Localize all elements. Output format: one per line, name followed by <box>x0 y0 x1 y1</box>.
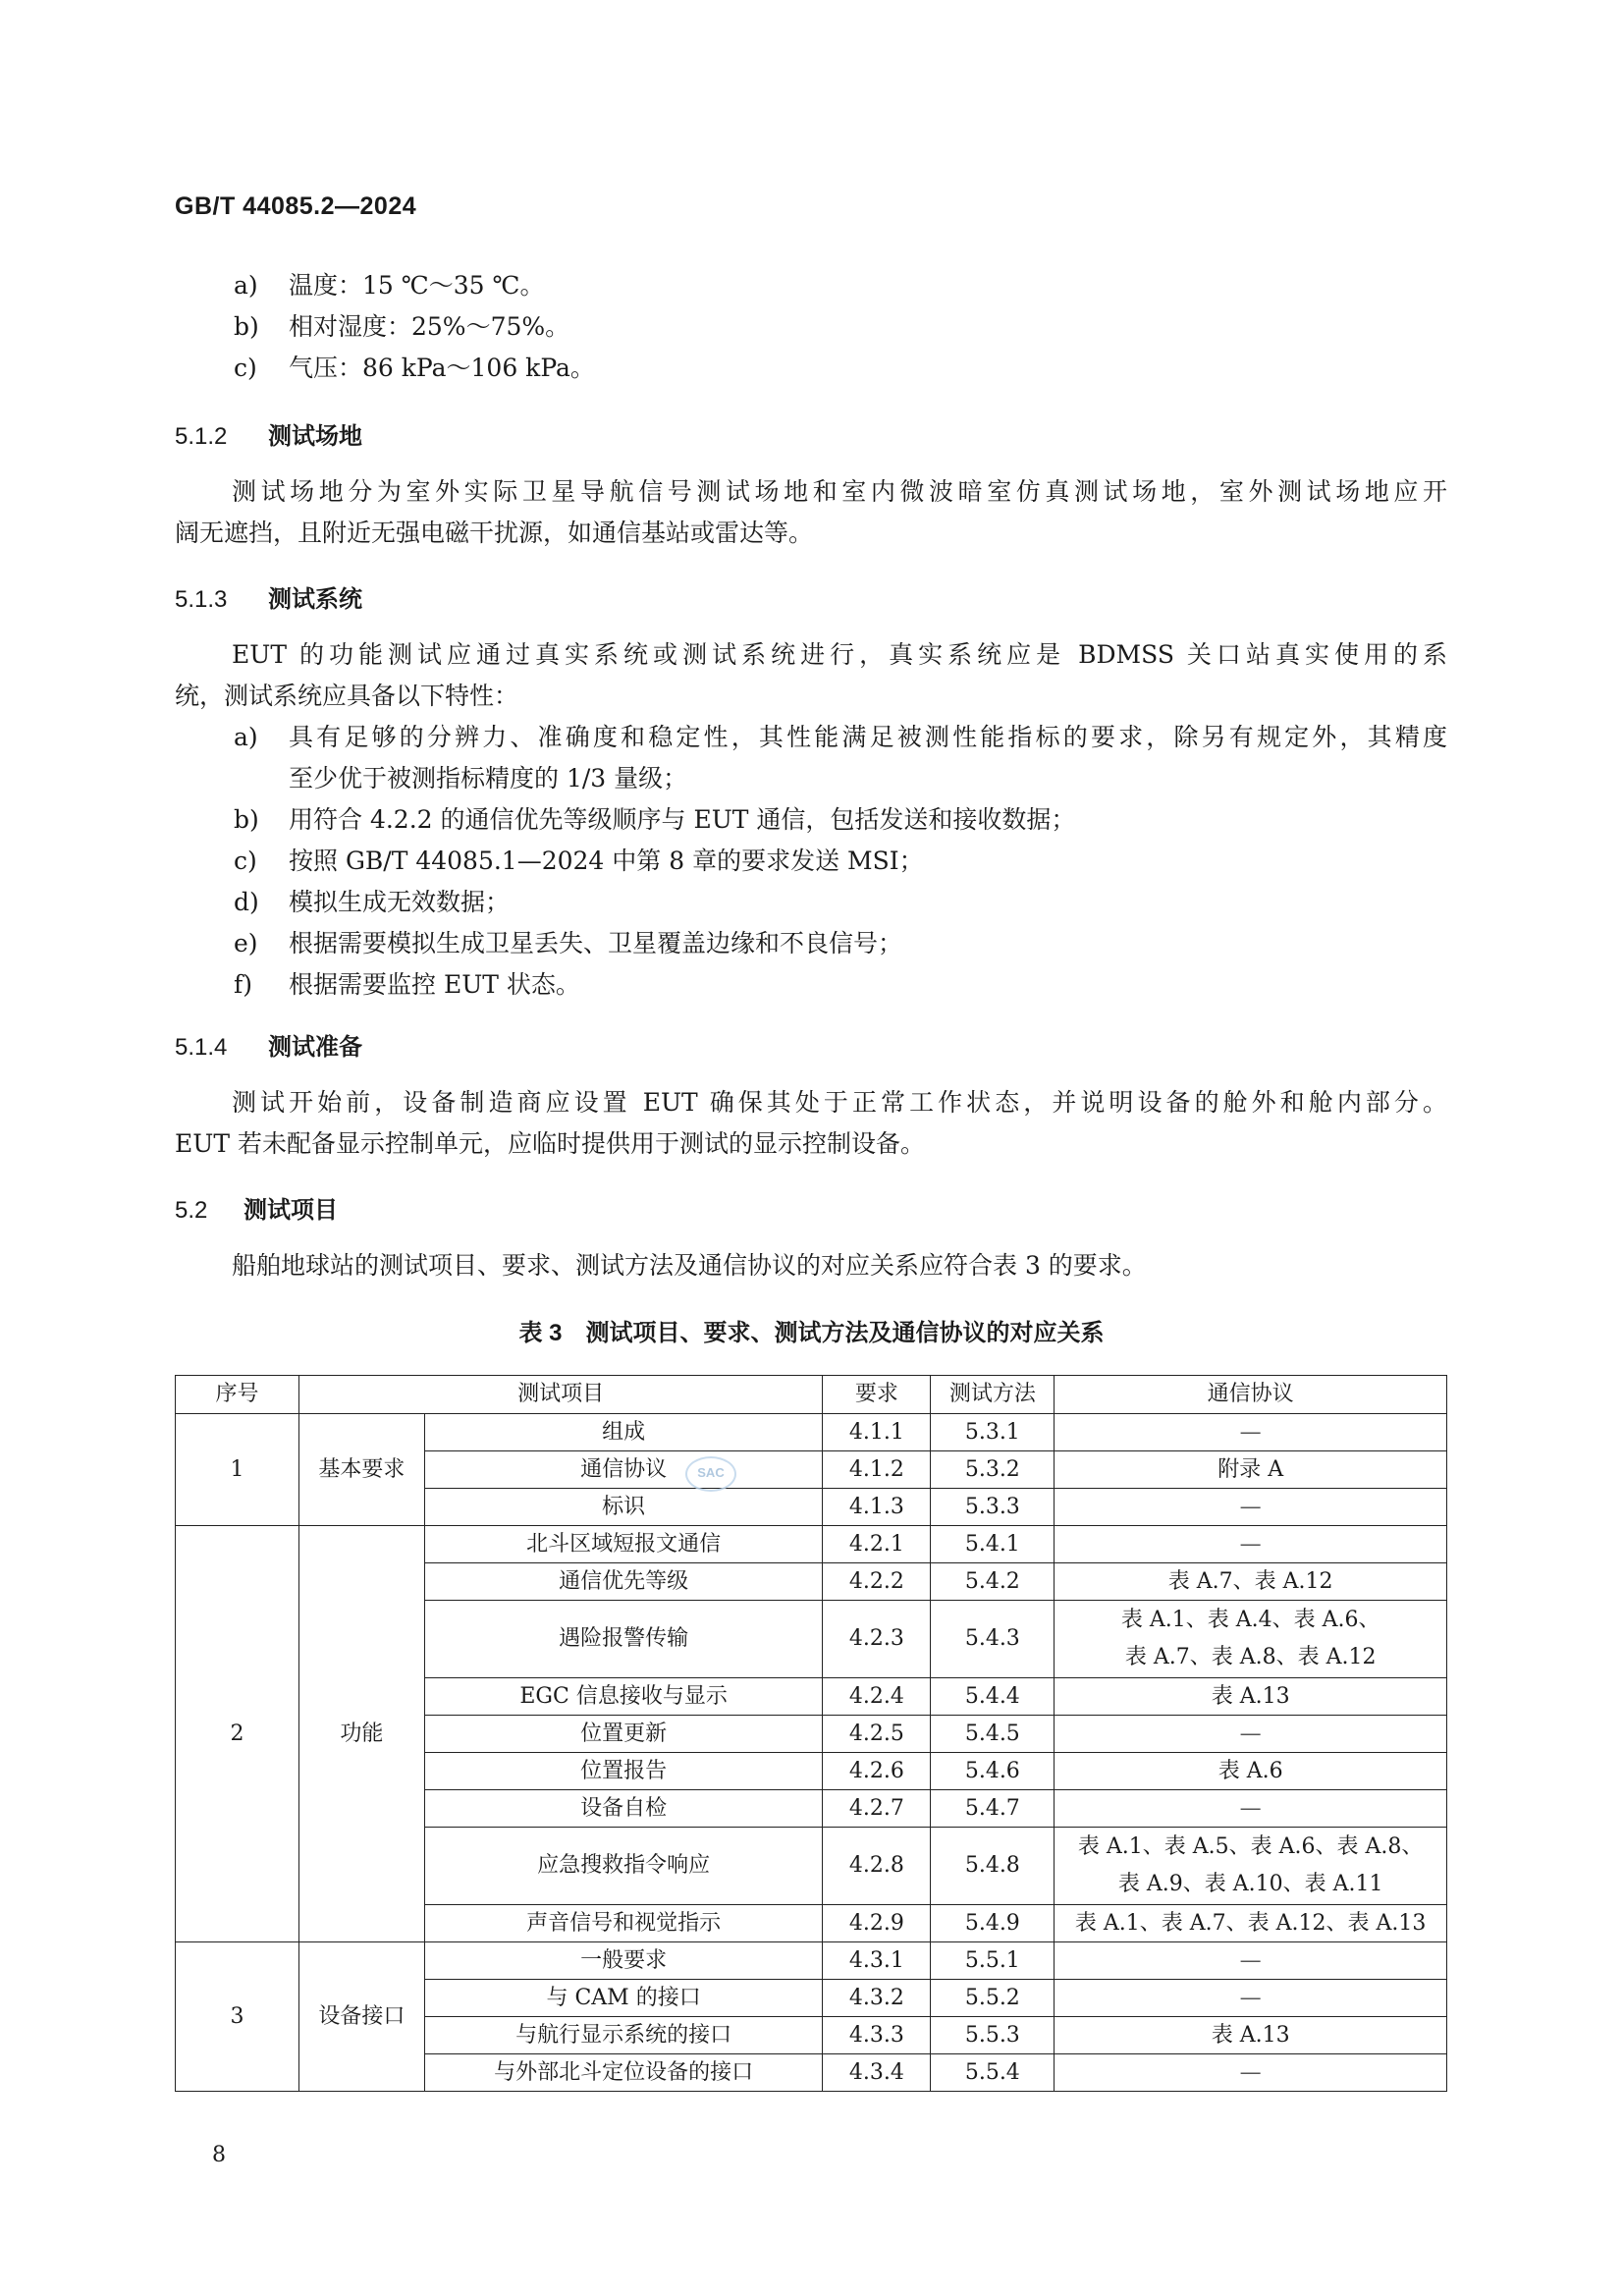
list-line: 具有足够的分辨力、准确度和稳定性，其性能满足被测性能指标的要求，除另有规定外，其精度 <box>289 723 1447 751</box>
cell-protocol: 表 A.13 <box>1055 1678 1447 1716</box>
paragraph-line: 测试场地分为室外实际卫星导航信号测试场地和室内微波暗室仿真测试场地，室外测试场地应开 <box>232 477 1447 506</box>
section-heading-5-1-2 <box>175 416 362 451</box>
section-number: 5.1.4 <box>175 1034 228 1061</box>
cell-item: 与 CAM 的接口 <box>424 1980 823 2017</box>
cell-protocol: — <box>1055 2054 1447 2092</box>
row-number: 1 <box>176 1414 299 1526</box>
doc-header: GB/T 44085.2—2024 <box>175 192 417 220</box>
header-item: 测试项目 <box>298 1376 823 1414</box>
header-requirement: 要求 <box>823 1376 931 1414</box>
list-marker: b) <box>234 805 259 834</box>
protocol-line: 表 A.7、表 A.8、表 A.12 <box>1124 1645 1377 1669</box>
list-line: 至少优于被测指标精度的 1/3 量级； <box>289 764 688 793</box>
cell-method: 5.5.2 <box>931 1980 1055 2017</box>
table-row <box>176 1942 1447 1980</box>
list-marker: c) <box>234 354 257 382</box>
section-heading-5-1-4 <box>175 1027 362 1062</box>
cell-requirement: 4.2.5 <box>823 1716 931 1753</box>
list-line: 模拟生成无效数据； <box>289 888 511 916</box>
list-marker: d) <box>234 888 259 916</box>
cell-method: 5.4.9 <box>931 1905 1055 1942</box>
cell-protocol <box>1055 1601 1447 1678</box>
table-title: 表 3 测试项目、要求、测试方法及通信协议的对应关系 <box>518 1320 1105 1346</box>
cell-method: 5.4.3 <box>931 1601 1055 1678</box>
table-row <box>176 1414 1447 1451</box>
list-line: 根据需要监控 EUT 状态。 <box>289 970 580 999</box>
list-item-e <box>234 923 1447 964</box>
cell-requirement: 4.2.6 <box>823 1753 931 1790</box>
section-title: 测试系统 <box>268 586 362 613</box>
cell-item: 声音信号和视觉指示 <box>424 1905 823 1942</box>
table-row <box>176 1526 1447 1563</box>
list-marker: f) <box>234 970 253 999</box>
list-line: 根据需要模拟生成卫星丢失、卫星覆盖边缘和不良信号； <box>289 929 903 957</box>
list-text: 温度：15 ℃～35 ℃。 <box>289 271 545 300</box>
section-heading-5-2 <box>175 1190 338 1225</box>
cell-protocol: — <box>1055 1716 1447 1753</box>
list-marker: c) <box>234 847 257 875</box>
cell-protocol: 表 A.1、表 A.7、表 A.12、表 A.13 <box>1055 1905 1447 1942</box>
page-number: 8 <box>212 2143 226 2167</box>
cell-item: 通信协议 <box>424 1451 823 1489</box>
header-no: 序号 <box>176 1376 299 1414</box>
cell-requirement: 4.2.1 <box>823 1526 931 1563</box>
cell-requirement: 4.3.2 <box>823 1980 931 2017</box>
cell-requirement: 4.1.2 <box>823 1451 931 1489</box>
list-marker: a) <box>234 723 258 751</box>
list-marker: a) <box>234 271 258 300</box>
cell-requirement: 4.3.1 <box>823 1942 931 1980</box>
protocol-line: 表 A.1、表 A.5、表 A.6、表 A.8、 <box>1077 1834 1424 1859</box>
cell-method: 5.4.8 <box>931 1828 1055 1905</box>
cell-item: 标识 <box>424 1489 823 1526</box>
cell-protocol: — <box>1055 1414 1447 1451</box>
cell-protocol: — <box>1055 1980 1447 2017</box>
cell-protocol: — <box>1055 1790 1447 1828</box>
list-item-f <box>234 964 1447 1006</box>
paragraph-5-1-2 <box>175 471 1447 554</box>
cell-protocol: 附录 A <box>1055 1451 1447 1489</box>
section-heading-5-1-3 <box>175 579 362 614</box>
paragraph-line: EUT 的功能测试应通过真实系统或测试系统进行，真实系统应是 BDMSS 关口站真实使用的系 <box>232 640 1447 669</box>
cell-method: 5.4.6 <box>931 1753 1055 1790</box>
cell-item: 通信优先等级 <box>424 1563 823 1601</box>
section-title: 测试准备 <box>268 1034 362 1061</box>
row-category: 功能 <box>298 1526 424 1942</box>
cell-requirement: 4.3.3 <box>823 2017 931 2054</box>
cell-requirement: 4.2.7 <box>823 1790 931 1828</box>
row-category: 设备接口 <box>298 1942 424 2092</box>
cell-method: 5.5.1 <box>931 1942 1055 1980</box>
section-title: 测试项目 <box>243 1197 338 1224</box>
row-number: 3 <box>176 1942 299 2092</box>
cell-item: 位置更新 <box>424 1716 823 1753</box>
cell-method: 5.5.4 <box>931 2054 1055 2092</box>
correspondence-table <box>175 1375 1447 2092</box>
cell-method: 5.3.1 <box>931 1414 1055 1451</box>
cell-method: 5.4.7 <box>931 1790 1055 1828</box>
cell-method: 5.4.4 <box>931 1678 1055 1716</box>
cell-requirement: 4.2.3 <box>823 1601 931 1678</box>
test-system-list <box>234 717 1447 1006</box>
paragraph-line: 统，测试系统应具备以下特性： <box>175 682 519 710</box>
cell-item: 与航行显示系统的接口 <box>424 2017 823 2054</box>
cell-item: 设备自检 <box>424 1790 823 1828</box>
cell-protocol: — <box>1055 1942 1447 1980</box>
section-number: 5.1.3 <box>175 586 228 613</box>
cell-method: 5.5.3 <box>931 2017 1055 2054</box>
list-marker: e) <box>234 929 258 957</box>
cell-requirement: 4.2.9 <box>823 1905 931 1942</box>
table-header-row <box>176 1376 1447 1414</box>
cell-item: 组成 <box>424 1414 823 1451</box>
list-text: 相对湿度：25%～75%。 <box>289 312 570 341</box>
paragraph-5-1-4 <box>175 1082 1447 1165</box>
cell-method: 5.3.3 <box>931 1489 1055 1526</box>
cell-protocol: — <box>1055 1526 1447 1563</box>
cell-method: 5.4.1 <box>931 1526 1055 1563</box>
row-category: 基本要求 <box>298 1414 424 1526</box>
protocol-line: 表 A.1、表 A.4、表 A.6、 <box>1120 1608 1380 1632</box>
cell-method: 5.4.5 <box>931 1716 1055 1753</box>
section-number: 5.1.2 <box>175 423 228 450</box>
cell-requirement: 4.2.2 <box>823 1563 931 1601</box>
list-text: 气压：86 kPa～106 kPa。 <box>289 354 595 382</box>
paragraph-line: EUT 若未配备显示控制单元，应临时提供用于测试的显示控制设备。 <box>175 1129 925 1158</box>
cell-item: EGC 信息接收与显示 <box>424 1678 823 1716</box>
cell-protocol: — <box>1055 1489 1447 1526</box>
cell-method: 5.3.2 <box>931 1451 1055 1489</box>
row-number: 2 <box>176 1526 299 1942</box>
list-line: 用符合 4.2.2 的通信优先等级顺序与 EUT 通信，包括发送和接收数据； <box>289 805 1076 834</box>
section-number: 5.2 <box>175 1197 208 1224</box>
cell-protocol: 表 A.7、表 A.12 <box>1055 1563 1447 1601</box>
list-item-c <box>234 841 1447 882</box>
paragraph-5-2 <box>175 1245 1447 1286</box>
cell-requirement: 4.2.8 <box>823 1828 931 1905</box>
protocol-line: 表 A.9、表 A.10、表 A.11 <box>1117 1872 1383 1896</box>
section-title: 测试场地 <box>268 423 362 450</box>
cell-item: 北斗区域短报文通信 <box>424 1526 823 1563</box>
cell-item: 应急搜救指令响应 <box>424 1828 823 1905</box>
cell-protocol: 表 A.13 <box>1055 2017 1447 2054</box>
cell-requirement: 4.1.3 <box>823 1489 931 1526</box>
paragraph-line: 测试开始前，设备制造商应设置 EUT 确保其处于正常工作状态，并说明设备的舱外和舱内部分。 <box>232 1088 1447 1117</box>
paragraph-line: 船舶地球站的测试项目、要求、测试方法及通信协议的对应关系应符合表 3 的要求。 <box>232 1251 1147 1280</box>
cell-item: 遇险报警传输 <box>424 1601 823 1678</box>
list-line: 按照 GB/T 44085.1—2024 中第 8 章的要求发送 MSI； <box>289 847 924 875</box>
sac-watermark-logo: SAC <box>685 1456 736 1492</box>
header-protocol: 通信协议 <box>1055 1376 1447 1414</box>
header-method: 测试方法 <box>931 1376 1055 1414</box>
cell-requirement: 4.1.1 <box>823 1414 931 1451</box>
paragraph-line: 阔无遮挡，且附近无强电磁干扰源，如通信基站或雷达等。 <box>175 519 814 547</box>
cell-item: 一般要求 <box>424 1942 823 1980</box>
cell-item: 与外部北斗定位设备的接口 <box>424 2054 823 2092</box>
paragraph-5-1-3 <box>175 634 1447 717</box>
cell-method: 5.4.2 <box>931 1563 1055 1601</box>
cell-protocol: 表 A.6 <box>1055 1753 1447 1790</box>
cell-protocol <box>1055 1828 1447 1905</box>
list-item-a <box>234 717 1447 799</box>
cell-requirement: 4.3.4 <box>823 2054 931 2092</box>
list-item-d <box>234 882 1447 923</box>
list-marker: b) <box>234 312 259 341</box>
cell-item: 位置报告 <box>424 1753 823 1790</box>
list-item-b <box>234 799 1447 841</box>
cell-requirement: 4.2.4 <box>823 1678 931 1716</box>
